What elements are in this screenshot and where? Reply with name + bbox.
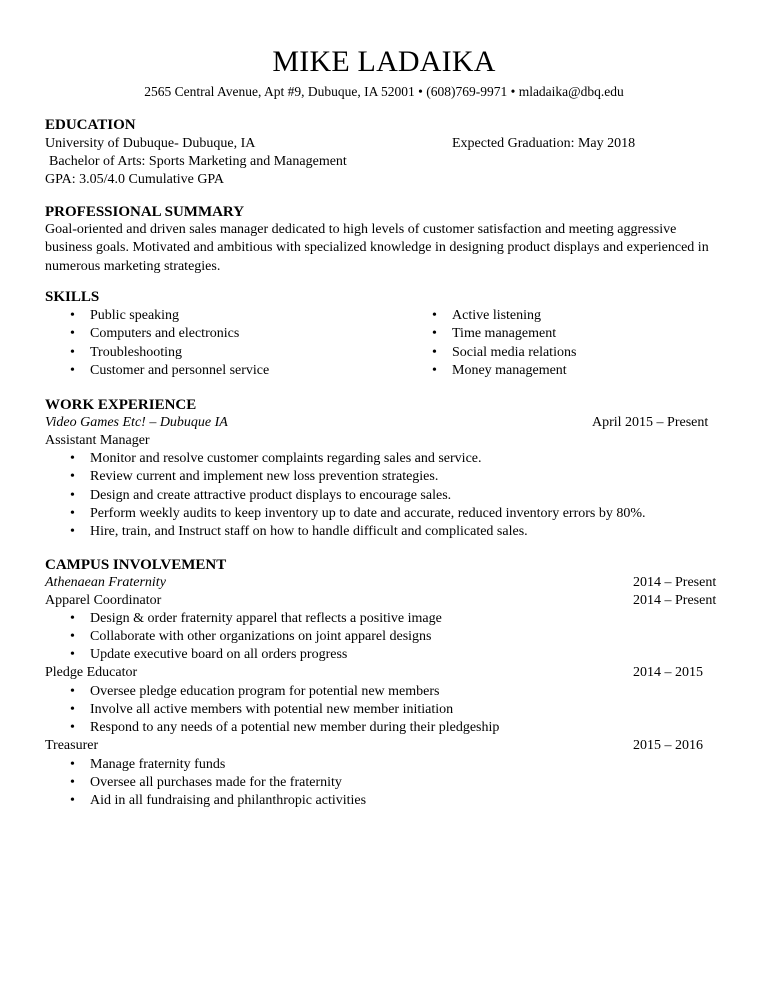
bullet-icon: • (432, 326, 437, 341)
bullet-icon: • (432, 345, 437, 360)
bullet-icon: • (70, 793, 75, 808)
bullet-icon: • (70, 326, 75, 341)
campus-org: Athenaean Fraternity (45, 575, 166, 590)
work-bullet: • Monitor and resolve customer complaints regarding sales and service. (70, 451, 482, 466)
skill-item: • Customer and personnel service (70, 363, 270, 378)
role-title: Treasurer (45, 738, 99, 753)
role-dates: 2014 – 2015 (633, 665, 703, 680)
bullet-icon: • (70, 757, 75, 772)
role-dates: 2014 – Present (633, 593, 717, 608)
skill-item: • Time management (432, 326, 557, 341)
bullet-icon: • (70, 469, 75, 484)
bullet-icon: • (70, 308, 75, 323)
contact-info: 2565 Central Avenue, Apt #9, Dubuque, IA 52001 • (608)769-9971 • mladaika@dbq.edu (144, 84, 624, 99)
skill-item: • Social media relations (432, 345, 577, 360)
bullet-icon: • (432, 363, 437, 378)
role-bullet: • Design & order fraternity apparel that reflects a positive image (70, 611, 442, 626)
work-title: Assistant Manager (45, 433, 150, 448)
work-bullet: • Review current and implement new loss prevention strategies. (70, 469, 439, 484)
skill-item: • Money management (432, 363, 567, 378)
bullet-icon: • (70, 684, 75, 699)
bullet-icon: • (70, 363, 75, 378)
bullet-icon: • (70, 629, 75, 644)
campus-heading: CAMPUS INVOLVEMENT (45, 557, 227, 573)
bullet-icon: • (432, 308, 437, 323)
skill-item: • Troubleshooting (70, 345, 183, 360)
work-heading: WORK EXPERIENCE (45, 397, 197, 413)
role-bullet: • Oversee pledge education program for potential new members (70, 684, 440, 699)
bullet-icon: • (70, 702, 75, 717)
education-gpa: GPA: 3.05/4.0 Cumulative GPA (45, 172, 225, 187)
education-school: University of Dubuque- Dubuque, IA (45, 136, 256, 151)
bullet-icon: • (70, 345, 75, 360)
role-title: Apparel Coordinator (45, 593, 162, 608)
work-dates: April 2015 – Present (592, 415, 709, 430)
role-bullet: • Collaborate with other organizations on joint apparel designs (70, 629, 432, 644)
work-bullet: • Perform weekly audits to keep inventory up to date and accurate, reduced inventory errors by 80%. (70, 506, 646, 521)
bullet-icon: • (70, 611, 75, 626)
education-graduation: Expected Graduation: May 2018 (452, 136, 636, 151)
bullet-icon: • (70, 506, 75, 521)
bullet-icon: • (70, 524, 75, 539)
role-bullet: • Aid in all fundraising and philanthropic activities (70, 793, 367, 808)
skills-heading: SKILLS (45, 289, 100, 305)
bullet-icon: • (70, 488, 75, 503)
education-heading: EDUCATION (45, 117, 136, 133)
work-bullet: • Hire, train, and Instruct staff on how to handle difficult and complicated sales. (70, 524, 528, 539)
skill-item: • Computers and electronics (70, 326, 240, 341)
skill-item: • Active listening (432, 308, 542, 323)
education-degree: Bachelor of Arts: Sports Marketing and Management (49, 154, 347, 169)
skill-item: • Public speaking (70, 308, 180, 323)
bullet-icon: • (70, 775, 75, 790)
summary-heading: PROFESSIONAL SUMMARY (45, 204, 245, 220)
summary-text: Goal-oriented and driven sales manager dedicated to high levels of customer satisfaction and meeting aggressive business goals. Motivated and ambitious with specialized knowledge in designing product displays and experienced in numerous marketing strategies. (45, 222, 709, 274)
role-bullet: • Update executive board on all orders progress (70, 647, 348, 662)
work-employer: Video Games Etc! – Dubuque IA (45, 415, 228, 430)
work-bullet: • Design and create attractive product displays to encourage sales. (70, 488, 452, 503)
role-bullet: • Respond to any needs of a potential new member during their pledgeship (70, 720, 500, 735)
bullet-icon: • (70, 647, 75, 662)
bullet-icon: • (70, 720, 75, 735)
candidate-name: MIKE LADAIKA (272, 45, 496, 78)
campus-org-dates: 2014 – Present (633, 575, 717, 590)
role-bullet: • Involve all active members with potential new member initiation (70, 702, 454, 717)
role-title: Pledge Educator (45, 665, 138, 680)
bullet-icon: • (70, 451, 75, 466)
role-bullet: • Oversee all purchases made for the fraternity (70, 775, 342, 790)
role-bullet: • Manage fraternity funds (70, 757, 226, 772)
role-dates: 2015 – 2016 (633, 738, 703, 753)
